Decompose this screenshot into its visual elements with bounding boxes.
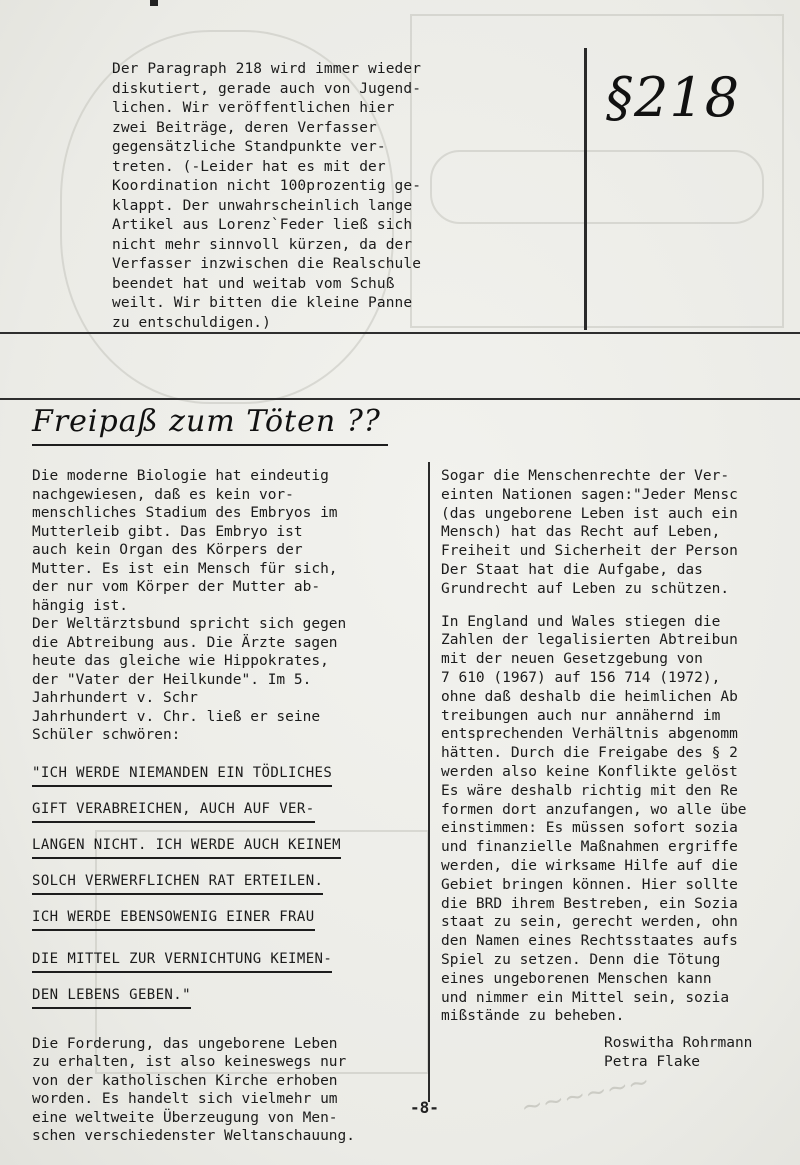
quote-line: LANGEN NICHT. ICH WERDE AUCH KEINEM	[32, 835, 341, 859]
right-line: Freiheit und Sicherheit der Person	[441, 543, 738, 560]
intro-line: Artikel aus Lorenz`Feder ließ sich	[112, 217, 413, 233]
left-line: Mutter. Es ist ein Mensch für sich,	[32, 560, 338, 577]
intro-divider	[584, 48, 587, 330]
quote-line: ICH WERDE EBENSOWENIG EINER FRAU	[32, 907, 315, 931]
left-line: von der katholischen Kirche erhoben	[32, 1072, 338, 1089]
right-line: 7 610 (1967) auf 156 714 (1972),	[441, 669, 721, 686]
left-line: Jahrhundert v. Schr	[32, 690, 198, 706]
left-line: heute das gleiche wie Hippokrates,	[32, 653, 329, 669]
left-line: auch kein Organ des Körpers der	[32, 542, 303, 558]
left-line: nachgewiesen, daß es kein vor-	[32, 486, 294, 503]
intro-line: zu entschuldigen.)	[112, 314, 271, 331]
left-line: Mutterleib gibt. Das Embryo ist	[32, 523, 303, 540]
intro-line: gegensätzliche Standpunkte ver-	[112, 139, 386, 155]
authors	[604, 1034, 752, 1071]
intro-text	[112, 60, 482, 333]
right-line: Spiel zu setzen. Denn die Tötung	[441, 951, 721, 968]
left-line: worden. Es handelt sich vielmehr um	[32, 1091, 338, 1107]
paragraph-gap	[441, 599, 800, 613]
right-line: mit der neuen Gesetzgebung von	[441, 651, 703, 668]
intro-line: treten. (-Leider hat es mit der	[112, 158, 386, 175]
right-line: eines ungeborenen Menschen kann	[441, 970, 712, 987]
right-line: In England und Wales stiegen die	[441, 613, 721, 630]
right-line: entsprechenden Verhältnis abgenomm	[441, 726, 738, 743]
page-number: -8-	[410, 1098, 439, 1117]
section-divider	[0, 398, 800, 400]
right-line: werden also keine Konflikte gelöst	[441, 763, 738, 780]
right-line: treibungen auch nur annähernd im	[441, 707, 721, 724]
intro-line: Der Paragraph 218 wird immer wieder	[112, 61, 422, 77]
left-line: schen verschiedenster Weltanschauung.	[32, 1128, 356, 1144]
left-line: der "Vater der Heilkunde". Im 5.	[32, 671, 312, 688]
author-name: Roswitha Rohrmann	[604, 1035, 753, 1051]
right-line: Es wäre deshalb richtig mit den Re	[441, 782, 738, 799]
left-line: der nur vom Körper der Mutter ab-	[32, 579, 321, 595]
right-line: mißstände zu beheben.	[441, 1008, 625, 1025]
intro-line: Koordination nicht 100prozentig ge-	[112, 178, 422, 194]
left-line: eine weltweite Überzeugung von Men-	[32, 1109, 338, 1126]
intro-line: lichen. Wir veröffentlichen hier	[112, 100, 395, 116]
intro-line: nicht mehr sinnvoll kürzen, da der	[112, 236, 413, 253]
quote-line: DIE MITTEL ZUR VERNICHTUNG KEIMEN-	[32, 949, 332, 973]
right-line: Mensch) hat das Recht auf Leben,	[441, 524, 721, 541]
left-line: Jahrhundert v. Chr. ließ er seine	[32, 708, 321, 725]
right-line: Sogar die Menschenrechte der Ver-	[441, 468, 730, 484]
column-divider	[428, 462, 430, 1102]
right-column	[441, 467, 800, 1026]
intro-line: zwei Beiträge, deren Verfasser	[112, 119, 377, 136]
right-line: Der Staat hat die Aufgabe, das	[441, 561, 703, 578]
quote-line: SOLCH VERWERFLICHEN RAT ERTEILEN.	[32, 871, 323, 895]
right-line: einstimmen: Es müssen sofort sozia	[441, 820, 738, 837]
left-column	[32, 467, 422, 1146]
headline-underline	[32, 444, 388, 446]
hippocratic-quote	[32, 763, 422, 1009]
quote-line: DEN LEBENS GEBEN."	[32, 985, 191, 1009]
left-line: Schüler schwören:	[32, 727, 181, 743]
right-line: einten Nationen sagen:"Jeder Mensc	[441, 486, 738, 503]
left-line: Der Weltärztsbund spricht sich gegen	[32, 616, 347, 632]
right-line: und nimmer ein Mittel sein, sozia	[441, 989, 730, 1006]
quote-line: "ICH WERDE NIEMANDEN EIN TÖDLICHES	[32, 763, 332, 787]
right-line: die BRD ihrem Bestreben, ein Sozia	[441, 895, 738, 912]
left-line: Die Forderung, das ungeborene Leben	[32, 1035, 338, 1052]
section-divider-top	[0, 332, 800, 334]
intro-line: weilt. Wir bitten die kleine Panne	[112, 295, 413, 311]
intro-line: diskutiert, gerade auch von Jugend-	[112, 80, 422, 97]
article-headline: Freipaß zum Töten ??	[32, 404, 381, 439]
left-line: die Abtreibung aus. Die Ärzte sagen	[32, 634, 338, 651]
right-line: formen dort anzufangen, wo alle übe	[441, 801, 747, 818]
right-line: staat zu sein, gerecht werden, ohn	[441, 914, 738, 931]
left-line: menschliches Stadium des Embryos im	[32, 505, 338, 521]
left-conclusion	[32, 1035, 422, 1146]
right-line: hätten. Durch die Freigabe des § 2	[441, 745, 738, 762]
corner-mark	[150, 0, 158, 6]
left-line: zu erhalten, ist also keineswegs nur	[32, 1054, 347, 1070]
left-line: hängig ist.	[32, 597, 129, 614]
paragraph-title: §218	[606, 66, 741, 129]
right-line: ohne daß deshalb die heimlichen Ab	[441, 688, 738, 705]
right-line: werden, die wirksame Hilfe auf die	[441, 857, 738, 874]
intro-line: beendet hat und weitab vom Schuß	[112, 275, 395, 292]
intro-line: klappt. Der unwahrscheinlich lange	[112, 197, 413, 214]
quote-line: GIFT VERABREICHEN, AUCH AUF VER-	[32, 799, 315, 823]
left-line: Die moderne Biologie hat eindeutig	[32, 468, 329, 484]
author-name: Petra Flake	[604, 1053, 701, 1070]
intro-line: Verfasser inzwischen die Realschule	[112, 256, 422, 272]
right-line: den Namen eines Rechtsstaates aufs	[441, 933, 738, 950]
right-line: Gebiet bringen können. Hier sollte	[441, 876, 738, 893]
right-line: Zahlen der legalisierten Abtreibun	[441, 632, 738, 649]
right-line: und finanzielle Maßnahmen ergriffe	[441, 839, 738, 856]
right-line: (das ungeborene Leben ist auch ein	[441, 505, 738, 522]
right-line: Grundrecht auf Leben zu schützen.	[441, 580, 730, 597]
bleed-through-handwriting: ~~~~~~	[518, 1066, 653, 1124]
